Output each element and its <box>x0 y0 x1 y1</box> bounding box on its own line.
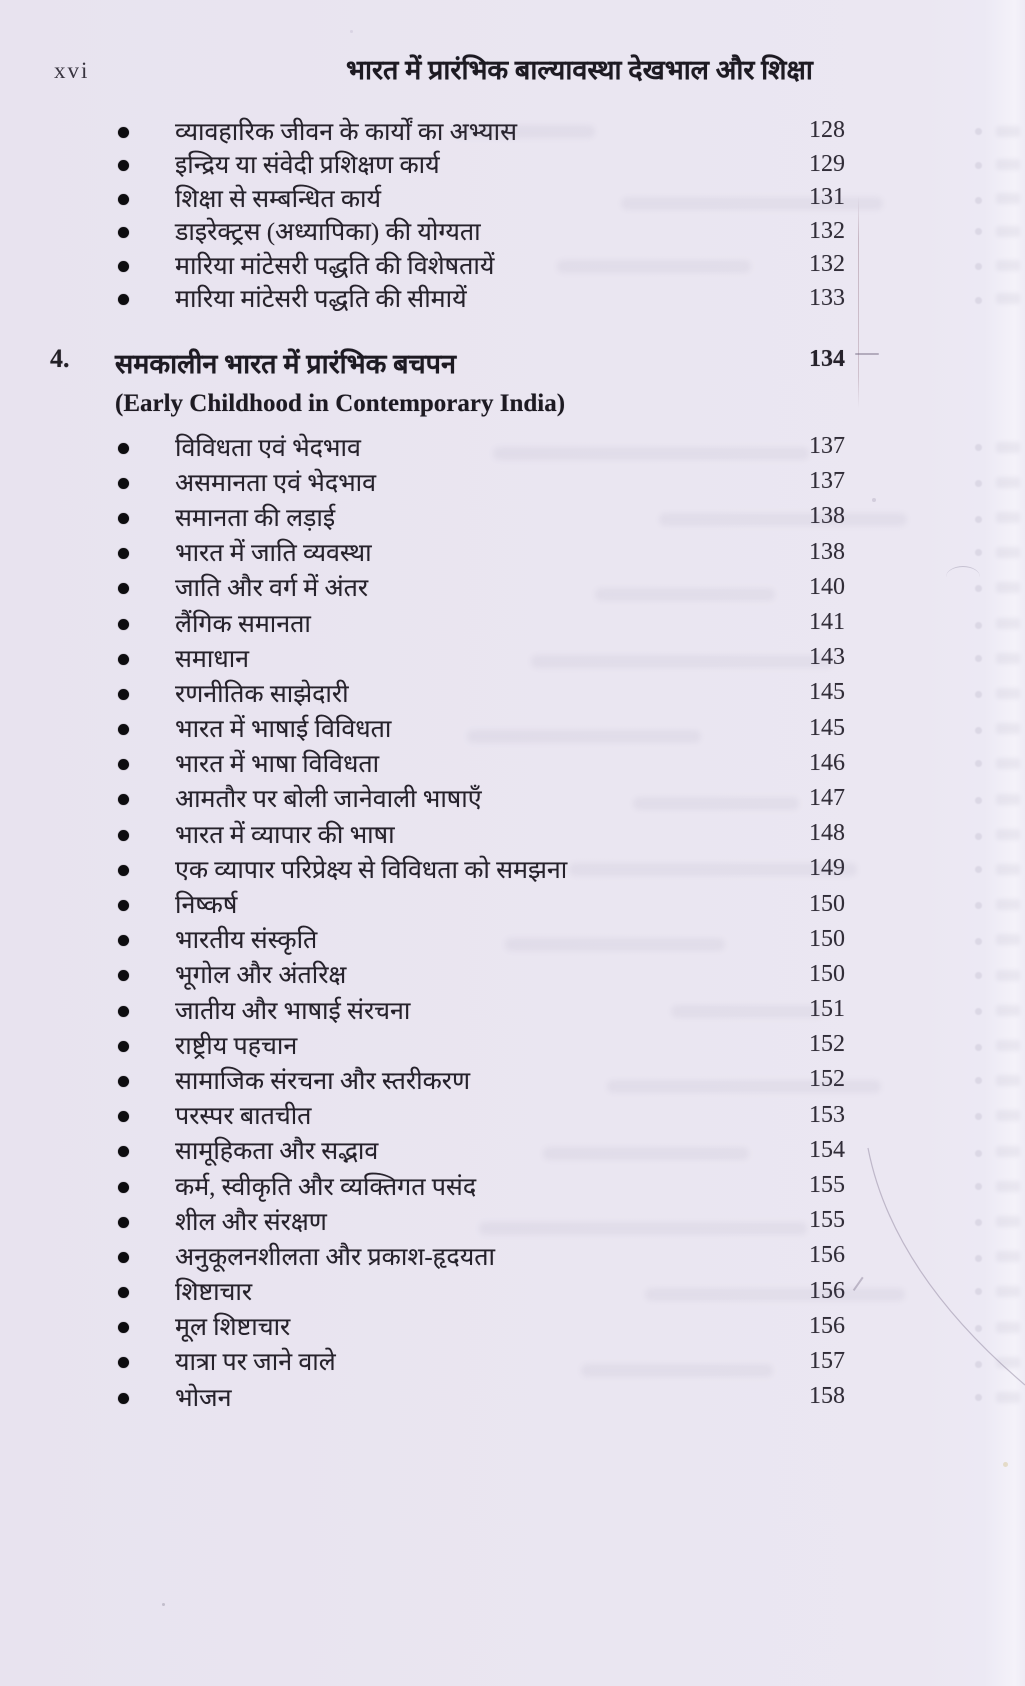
bullet-icon <box>118 619 129 630</box>
toc-entry-page: 156 <box>809 1277 845 1304</box>
bleed-through-number <box>996 1216 1020 1227</box>
bleed-through-mark <box>975 128 982 135</box>
bleed-through-number <box>996 477 1020 488</box>
toc-entry-page: 158 <box>809 1383 845 1410</box>
bullet-icon <box>118 1322 129 1333</box>
bleed-through-mark <box>975 727 982 734</box>
bleed-through-number <box>996 442 1020 453</box>
toc-entry <box>118 1379 845 1414</box>
toc-entry-label: लैंगिक समानता <box>175 610 311 638</box>
bleed-through-mark <box>975 866 982 873</box>
bullet-icon <box>118 689 129 700</box>
bleed-through-number <box>996 126 1020 137</box>
bleed-through-mark <box>975 760 982 767</box>
bleed-through-mark <box>975 228 982 235</box>
bullet-icon <box>118 1217 129 1228</box>
toc-entry-label: सामूहिकता और सद्भाव <box>175 1138 379 1166</box>
bleed-through-mark <box>975 1008 982 1015</box>
toc-entry <box>118 957 845 992</box>
toc-entry-label: समानता की लड़ाई <box>175 504 336 532</box>
toc-entry <box>118 429 845 464</box>
bullet-icon <box>118 583 129 594</box>
toc-entry-label: विविधता एवं भेदभाव <box>175 434 361 462</box>
toc-entry <box>118 499 845 534</box>
toc-entry-label: शिष्टाचार <box>175 1279 253 1307</box>
toc-entry-label: मारिया मांटेसरी पद्धति की सीमायें <box>175 286 467 314</box>
bleed-through-mark <box>975 1394 982 1401</box>
bleed-through-mark <box>975 1325 982 1332</box>
bleed-through-mark <box>975 1077 982 1084</box>
bleed-through-number <box>996 547 1020 558</box>
bullet-icon <box>118 294 129 305</box>
toc-entry-label: भूगोल और अंतरिक्ष <box>175 962 347 990</box>
bleed-through-number <box>996 1040 1020 1051</box>
paper-speck <box>162 1603 165 1606</box>
bleed-through-number <box>996 653 1020 664</box>
bleed-through-mark <box>975 297 982 304</box>
bleed-through-number <box>996 582 1020 593</box>
scan-curve-small <box>946 566 980 577</box>
bleed-through-mark <box>975 1288 982 1295</box>
toc-entry <box>118 711 845 746</box>
toc-entry-label: जाति और वर्ग में अंतर <box>175 575 369 603</box>
toc-entry-label: अनुकूलनशीलता और प्रकाश-हृदयता <box>175 1243 495 1271</box>
toc-entry-page: 150 <box>809 925 845 952</box>
bleed-through-number <box>996 159 1020 170</box>
bleed-through-number <box>996 758 1020 769</box>
chapter-title-hindi: समकालीन भारत में प्रारंभिक बचपन <box>115 349 456 379</box>
toc-entry-label: शील और संरक्षण <box>175 1208 327 1236</box>
bullet-icon <box>118 1252 129 1263</box>
toc-entry <box>118 1027 845 1062</box>
bleed-through-number <box>996 226 1020 237</box>
bleed-through-number <box>996 193 1020 204</box>
toc-entry-page: 146 <box>809 749 845 776</box>
toc-entry <box>118 282 845 316</box>
bullet-icon <box>118 1111 129 1122</box>
chapter-number: 4. <box>50 344 70 373</box>
bullet-icon <box>118 1041 129 1052</box>
toc-entry-label: भोजन <box>175 1384 232 1412</box>
bullet-icon <box>118 935 129 946</box>
bleed-through-number <box>996 1322 1020 1333</box>
bullet-icon <box>118 513 129 524</box>
bullet-icon <box>118 227 129 238</box>
toc-entry-page: 131 <box>809 184 845 211</box>
toc-entry-page: 138 <box>809 503 845 530</box>
toc-entry <box>118 605 845 640</box>
toc-entry <box>118 148 845 182</box>
toc-entry <box>118 248 845 282</box>
bleed-through-mark <box>975 1113 982 1120</box>
scan-hairline-curve <box>840 1130 1025 1400</box>
bullet-icon <box>118 654 129 665</box>
toc-entry-page: 151 <box>809 996 845 1023</box>
toc-entry <box>118 816 845 851</box>
toc-entry-page: 147 <box>809 784 845 811</box>
bullet-icon <box>118 548 129 559</box>
toc-entry <box>118 464 845 499</box>
toc-list-chapter-4 <box>118 429 845 1414</box>
bleed-through-mark <box>975 444 982 451</box>
bleed-through-mark <box>975 902 982 909</box>
toc-entry <box>118 1133 845 1168</box>
bleed-through-mark <box>975 162 982 169</box>
bleed-through-mark <box>975 797 982 804</box>
bullet-icon <box>118 261 129 272</box>
toc-entry-page: 145 <box>809 679 845 706</box>
toc-entry <box>118 114 845 148</box>
toc-entry-page: 148 <box>809 820 845 847</box>
bleed-through-mark <box>975 655 982 662</box>
bullet-icon <box>118 1006 129 1017</box>
toc-entry-page: 129 <box>809 150 845 177</box>
toc-entry-page: 152 <box>809 1031 845 1058</box>
toc-entry-label: आमतौर पर बोली जानेवाली भाषाएँ <box>175 786 482 814</box>
toc-entry-page: 153 <box>809 1101 845 1128</box>
toc-entry <box>118 215 845 249</box>
paper-speck <box>1003 1462 1008 1467</box>
toc-entry-page: 150 <box>809 960 845 987</box>
toc-entry-label: यात्रा पर जाने वाले <box>175 1349 336 1377</box>
toc-entry <box>118 1238 845 1273</box>
bleed-through-mark <box>975 1044 982 1051</box>
toc-entry-page: 140 <box>809 573 845 600</box>
toc-entry <box>118 1309 845 1344</box>
bleed-through-mark <box>975 480 982 487</box>
bleed-through-number <box>996 1251 1020 1262</box>
bleed-through-number <box>996 1110 1020 1121</box>
toc-entry-label: व्यावहारिक जीवन के कार्यों का अभ्यास <box>175 118 518 146</box>
bullet-icon <box>118 478 129 489</box>
toc-entry <box>118 781 845 816</box>
toc-entry-label: भारत में व्यापार की भाषा <box>175 821 395 849</box>
bleed-through-mark <box>975 263 982 270</box>
toc-entry-page: 156 <box>809 1312 845 1339</box>
bleed-through-mark <box>975 622 982 629</box>
toc-entry <box>118 1203 845 1238</box>
toc-entry <box>118 746 845 781</box>
scan-slash <box>853 1277 863 1291</box>
bullet-icon <box>118 1076 129 1087</box>
toc-entry <box>118 535 845 570</box>
bleed-through-mark <box>975 691 982 698</box>
bullet-icon <box>118 1146 129 1157</box>
toc-list-previous-chapter <box>118 114 845 315</box>
toc-entry <box>118 640 845 675</box>
toc-entry-page: 132 <box>809 251 845 278</box>
bleed-through-mark <box>975 972 982 979</box>
toc-entry <box>118 992 845 1027</box>
chapter-heading <box>50 344 845 418</box>
bullet-icon <box>118 900 129 911</box>
bleed-through-number <box>996 1357 1020 1368</box>
toc-entry <box>118 1344 845 1379</box>
bullet-icon <box>118 1287 129 1298</box>
bleed-through-number <box>996 829 1020 840</box>
toc-entry-label: निष्कर्ष <box>175 892 238 920</box>
bleed-through-number <box>996 1392 1020 1403</box>
toc-entry-label: जातीय और भाषाई संरचना <box>175 997 411 1025</box>
toc-entry-page: 137 <box>809 433 845 460</box>
toc-entry <box>118 1168 845 1203</box>
bleed-through-number <box>996 794 1020 805</box>
toc-entry-label: भारत में जाति व्यवस्था <box>175 540 372 568</box>
toc-entry-page: 133 <box>809 284 845 311</box>
bleed-through-mark <box>975 197 982 204</box>
toc-entry-page: 149 <box>809 855 845 882</box>
toc-entry <box>118 851 845 886</box>
toc-entry-page: 155 <box>809 1172 845 1199</box>
bullet-icon <box>118 160 129 171</box>
bullet-icon <box>118 443 129 454</box>
toc-entry <box>118 1062 845 1097</box>
toc-entry-label: शिक्षा से सम्बन्धित कार्य <box>175 185 382 213</box>
bleed-through-mark <box>975 1150 982 1157</box>
bullet-icon <box>118 759 129 770</box>
bleed-through-number <box>996 1005 1020 1016</box>
bleed-through-mark <box>975 938 982 945</box>
bleed-through-number <box>996 1075 1020 1086</box>
bullet-icon <box>118 830 129 841</box>
bleed-through-mark <box>975 1183 982 1190</box>
bullet-icon <box>118 794 129 805</box>
toc-entry-label: परस्पर बातचीत <box>175 1103 312 1131</box>
bleed-through-number <box>996 512 1020 523</box>
bleed-through-mark <box>975 833 982 840</box>
toc-entry-page: 138 <box>809 538 845 565</box>
toc-entry-page: 137 <box>809 468 845 495</box>
bullet-icon <box>118 1357 129 1368</box>
toc-entry <box>118 922 845 957</box>
bleed-through-number <box>996 723 1020 734</box>
toc-entry-label: रणनीतिक साझेदारी <box>175 680 349 708</box>
bullet-icon <box>118 1182 129 1193</box>
toc-entry-label: डाइरेक्ट्रस (अध्यापिका) की योग्यता <box>175 219 481 247</box>
toc-entry-page: 150 <box>809 890 845 917</box>
toc-entry <box>118 1098 845 1133</box>
toc-entry-page: 132 <box>809 217 845 244</box>
bleed-through-number <box>996 293 1020 304</box>
toc-entry-page: 156 <box>809 1242 845 1269</box>
bleed-through-number <box>996 1181 1020 1192</box>
toc-entry-page: 141 <box>809 609 845 636</box>
chapter-title-english: (Early Childhood in Contemporary India) <box>115 390 566 417</box>
running-header: भारत में प्रारंभिक बाल्यावस्था देखभाल और शिक्षा <box>346 55 813 85</box>
toc-entry <box>118 1274 845 1309</box>
bullet-icon <box>118 194 129 205</box>
toc-entry-page: 145 <box>809 714 845 741</box>
bleed-through-mark <box>975 1219 982 1226</box>
toc-entry-label: इन्द्रिय या संवेदी प्रशिक्षण कार्य <box>175 152 440 180</box>
bleed-through-number <box>996 618 1020 629</box>
bleed-through-number <box>996 970 1020 981</box>
bullet-icon <box>118 970 129 981</box>
toc-entry-label: मारिया मांटेसरी पद्धति की विशेषतायें <box>175 252 495 280</box>
scan-dash <box>855 353 879 355</box>
bleed-through-number <box>996 688 1020 699</box>
bleed-through-mark <box>975 516 982 523</box>
chapter-page-number: 134 <box>809 346 845 372</box>
toc-entry-label: सामाजिक संरचना और स्तरीकरण <box>175 1067 471 1095</box>
bleed-through-number <box>996 934 1020 945</box>
toc-entry-page: 157 <box>809 1347 845 1374</box>
paper-speck <box>350 30 353 33</box>
toc-entry-label: समाधान <box>175 645 250 673</box>
toc-entry-label: एक व्यापार परिप्रेक्ष्य से विविधता को समझना <box>175 856 568 884</box>
toc-entry-page: 128 <box>809 117 845 144</box>
toc-entry <box>118 570 845 605</box>
toc-entry-page: 143 <box>809 644 845 671</box>
toc-entry-page: 152 <box>809 1066 845 1093</box>
bleed-through-mark <box>975 1255 982 1262</box>
bleed-through-number <box>996 1146 1020 1157</box>
bleed-through-number <box>996 1286 1020 1297</box>
bleed-through-number <box>996 260 1020 271</box>
scan-hairline-vertical <box>858 196 859 408</box>
paper-speck <box>872 498 876 502</box>
bleed-through-mark <box>975 549 982 556</box>
toc-entry-label: भारत में भाषाई विविधता <box>175 716 392 744</box>
chapter-titles <box>115 344 809 418</box>
toc-entry-label: भारत में भाषा विविधता <box>175 751 380 779</box>
bullet-icon <box>118 865 129 876</box>
toc-entry-page: 155 <box>809 1207 845 1234</box>
toc-entry <box>118 886 845 921</box>
bleed-through-mark <box>975 585 982 592</box>
toc-entry <box>118 181 845 215</box>
toc-entry-label: असमानता एवं भेदभाव <box>175 469 377 497</box>
toc-entry-label: कर्म, स्वीकृति और व्यक्तिगत पसंद <box>175 1173 477 1201</box>
bullet-icon <box>118 1393 129 1404</box>
toc-entry-label: भारतीय संस्कृति <box>175 927 318 955</box>
bleed-through-number <box>996 864 1020 875</box>
toc-entry-label: मूल शिष्टाचार <box>175 1314 291 1342</box>
toc-entry <box>118 675 845 710</box>
toc-entry-label: राष्ट्रीय पहचान <box>175 1032 298 1060</box>
bleed-through-number <box>996 899 1020 910</box>
bullet-icon <box>118 127 129 138</box>
toc-entry-page: 154 <box>809 1136 845 1163</box>
bullet-icon <box>118 724 129 735</box>
folio-page-number: xvi <box>54 58 90 83</box>
bleed-through-mark <box>975 1361 982 1368</box>
